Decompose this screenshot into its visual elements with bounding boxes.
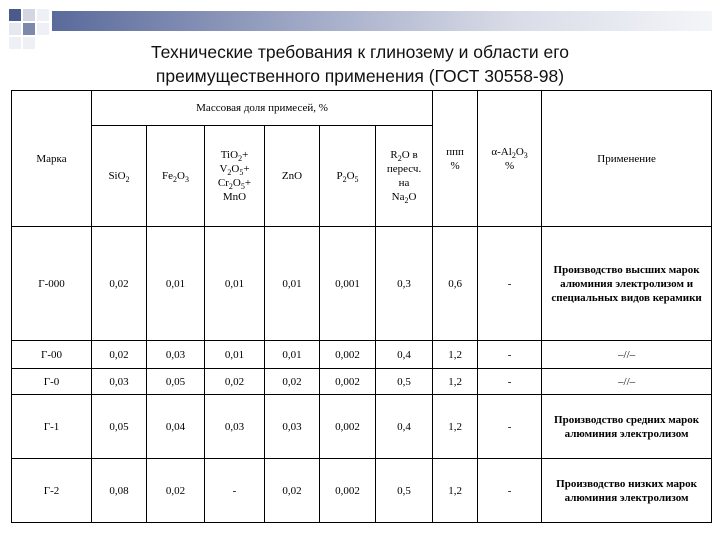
cell-application: Производство низких марок алюминия электролизом xyxy=(542,459,712,523)
decor-square xyxy=(9,9,21,21)
decor-square xyxy=(23,9,35,21)
cell-ppp: 1,2 xyxy=(433,459,478,523)
header-sio2: SiO$_2$ xyxy=(92,126,147,227)
cell-grade: Г-000 xyxy=(12,227,92,341)
decor-square xyxy=(23,37,35,49)
cell-sio2: 0,02 xyxy=(92,227,147,341)
cell-application: Производство средних марок алюминия электролизом xyxy=(542,395,712,459)
decor-square xyxy=(9,37,21,49)
header-r2o: $R_2O$ в пересч. на $Na_2O$ xyxy=(376,126,433,227)
cell-fe2o3: 0,04 xyxy=(147,395,205,459)
cell-sio2: 0,05 xyxy=(92,395,147,459)
cell-r2o: 0,3 xyxy=(376,227,433,341)
cell-tio2: 0,03 xyxy=(205,395,265,459)
cell-application: Производство высших марок алюминия электролизом и специальных видов керамики xyxy=(542,227,712,341)
header-fe2o3: $Fe_2O_3$ xyxy=(147,126,205,227)
cell-p2o5: 0,002 xyxy=(320,395,376,459)
alumina-requirements-table xyxy=(11,90,712,523)
cell-zno: 0,01 xyxy=(265,227,320,341)
header-p2o5: $P_2O_5$ xyxy=(320,126,376,227)
cell-p2o5: 0,001 xyxy=(320,227,376,341)
cell-alpha: - xyxy=(478,227,542,341)
cell-r2o: 0,4 xyxy=(376,341,433,369)
cell-alpha: - xyxy=(478,341,542,369)
cell-grade: Г-1 xyxy=(12,395,92,459)
header-alpha-al2o3: $\alpha-Al_2O_3$ % xyxy=(478,91,542,227)
cell-fe2o3: 0,05 xyxy=(147,369,205,395)
cell-tio2: 0,01 xyxy=(205,227,265,341)
cell-p2o5: 0,002 xyxy=(320,459,376,523)
decor-square xyxy=(23,23,35,35)
cell-application: –//– xyxy=(542,341,712,369)
cell-ppp: 1,2 xyxy=(433,395,478,459)
slide-title xyxy=(60,40,660,88)
header-tio2-group: TiO$_2$+ $V_2O_5+$ $Cr_2O_5+$ MnO xyxy=(205,126,265,227)
cell-zno: 0,03 xyxy=(265,395,320,459)
cell-alpha: - xyxy=(478,395,542,459)
cell-ppp: 0,6 xyxy=(433,227,478,341)
cell-fe2o3: 0,01 xyxy=(147,227,205,341)
header-mass-share: Массовая доля примесей, % xyxy=(92,91,433,126)
cell-grade: Г-2 xyxy=(12,459,92,523)
cell-p2o5: 0,002 xyxy=(320,369,376,395)
cell-r2o: 0,4 xyxy=(376,395,433,459)
cell-sio2: 0,03 xyxy=(92,369,147,395)
title-line-2: преимущественного применения (ГОСТ 30558-98) xyxy=(155,66,565,86)
cell-r2o: 0,5 xyxy=(376,369,433,395)
cell-tio2: 0,01 xyxy=(205,341,265,369)
cell-fe2o3: 0,03 xyxy=(147,341,205,369)
cell-zno: 0,02 xyxy=(265,459,320,523)
cell-ppp: 1,2 xyxy=(433,341,478,369)
table-row xyxy=(12,227,712,341)
cell-tio2: 0,02 xyxy=(205,369,265,395)
header-ppp: ппп % xyxy=(433,91,478,227)
title-bar-gradient xyxy=(52,11,712,31)
cell-ppp: 1,2 xyxy=(433,369,478,395)
cell-tio2: - xyxy=(205,459,265,523)
cell-zno: 0,01 xyxy=(265,341,320,369)
cell-sio2: 0,02 xyxy=(92,341,147,369)
cell-grade: Г-00 xyxy=(12,341,92,369)
header-zno: ZnO xyxy=(265,126,320,227)
decor-square xyxy=(9,23,21,35)
header-marka: Марка xyxy=(12,91,92,227)
decor-square xyxy=(37,9,49,21)
cell-alpha: - xyxy=(478,459,542,523)
cell-fe2o3: 0,02 xyxy=(147,459,205,523)
header-application: Применение xyxy=(542,91,712,227)
cell-p2o5: 0,002 xyxy=(320,341,376,369)
decor-square xyxy=(37,23,49,35)
cell-grade: Г-0 xyxy=(12,369,92,395)
table-row xyxy=(12,395,712,459)
cell-zno: 0,02 xyxy=(265,369,320,395)
cell-alpha: - xyxy=(478,369,542,395)
table-row xyxy=(12,369,712,395)
cell-sio2: 0,08 xyxy=(92,459,147,523)
cell-r2o: 0,5 xyxy=(376,459,433,523)
table-row xyxy=(12,459,712,523)
table-row xyxy=(12,341,712,369)
cell-application: –//– xyxy=(542,369,712,395)
title-line-1: Технические требования к глинозему и области его xyxy=(150,42,570,62)
